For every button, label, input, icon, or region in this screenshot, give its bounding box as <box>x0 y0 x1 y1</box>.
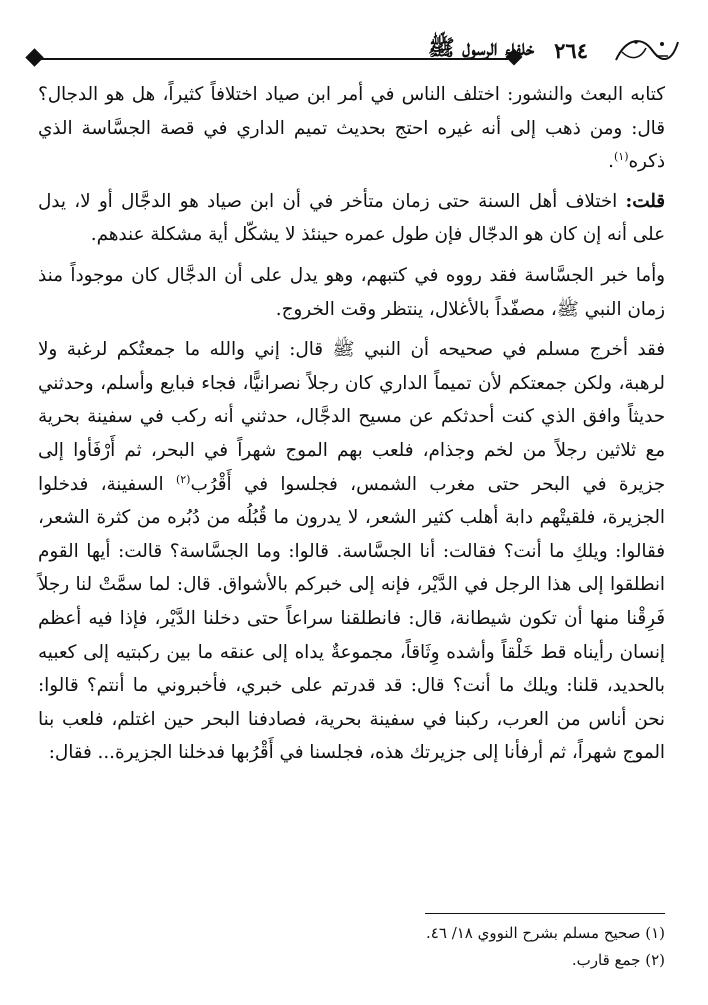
footnote-separator <box>425 913 665 914</box>
calligraphic-ornament-icon <box>612 30 682 70</box>
footnote-item: (١) صحيح مسلم بشرح النووي ١٨/ ٤٦. <box>426 924 665 942</box>
bold-lead-word: قلت: <box>625 190 665 212</box>
page-header <box>28 30 682 76</box>
footnotes <box>45 920 665 974</box>
footnote-reference[interactable]: (١) <box>613 150 629 164</box>
page-number: ٢٦٤ <box>554 38 588 63</box>
paragraph: فقد أخرج مسلم في صحيحه أن النبي ﷺ قال: إني والله ما جمعتُكم لرغبة ولا لرهبة، ولكن جمعتكم لأن تميماً الداري كان رجلاً نصرانيًّا، فجاء فبايع وأسلم، وحدثني حديثاً وافق الذي كنت أحدثكم عن مسيح الدجَّال، حدثني أنه ركب في سفينة بحرية مع ثلاثين رجلاً من لخم وجذام، فلعب بهم الموج شهراً في البحر، ثم أَرْفَأوا إلى جزيرة في البحر حتى مغرب الشمس، فجلسوا في أَقْرُب$^{(٢)}$ السفينة، فدخلوا الجزيرة، فلقيتْهم دابة أهلب كثير الشعر، لا يدرون ما قُبُلُه من دُبُره من كثرة الشعر، فقالوا: ويلكِ ما أنت؟ فقالت: أنا الجسَّاسة. قالوا: وما الجسَّاسة؟ قالت: أيها القوم انطلقوا إلى هذا الرجل في الدَّيْر، فإنه إلى خبركم بالأشواق. قال: لما سمَّتْ لنا رجلاً فَرِقْنا منها أن تكون شيطانة، قال: فانطلقنا سراعاً حتى دخلنا الدَّيْر، فإذا فيه أعظم إنسان رأيناه قط خَلْقاً وأشده وِثَاقاً، مجموعةٌ يداه إلى عنقه ما بين ركبتيه إلى كعبيه بالحديد، قلنا: ويلك ما أنت؟ قال: قد قدرتم على خبري، فأخبروني ما أنتم؟ قالوا: نحن أناس من العرب، ركبنا في سفينة بحرية، فصادفنا البحر حين اغتلم، فلعب بنا الموج شهراً، ثم أرفأنا إلى جزيرتك هذه، فجلسنا في أَقْرُبها فدخلنا الجزيرة... فقال: <box>38 339 666 764</box>
main-text <box>38 78 665 777</box>
paragraph: قلت: اختلاف أهل السنة حتى زمان متأخر في أن ابن صياد هو الدجَّال أو لا، يدل على أنه إن كان هو الدجّال فإن طول عمره حينئذ لا يشكّل أية مشكلة عندهم. <box>38 190 665 246</box>
paragraph: وأما خبر الجسَّاسة فقد رووه في كتبهم، وهو يدل على أن الدجَّال كان موجوداً منذ زمان النبي ﷺ، مصفّداً بالأغلال، ينتظر وقت الخروج. <box>38 264 665 320</box>
footnote-reference[interactable]: (٢) <box>175 472 191 486</box>
paragraph: كتابه البعث والنشور: اختلف الناس في أمر ابن صياد اختلافاً كثيراً، هل هو الدجال؟ قال: ومن ذهب إلى أنه غيره احتج بحديث تميم الداري في قصة الجسَّاسة الذي ذكره$^{(١)}$. <box>38 84 665 173</box>
running-title: خلفاء الرسول ﷺ <box>428 35 535 61</box>
footnote-item: (٢) جمع قارب. <box>571 951 665 969</box>
